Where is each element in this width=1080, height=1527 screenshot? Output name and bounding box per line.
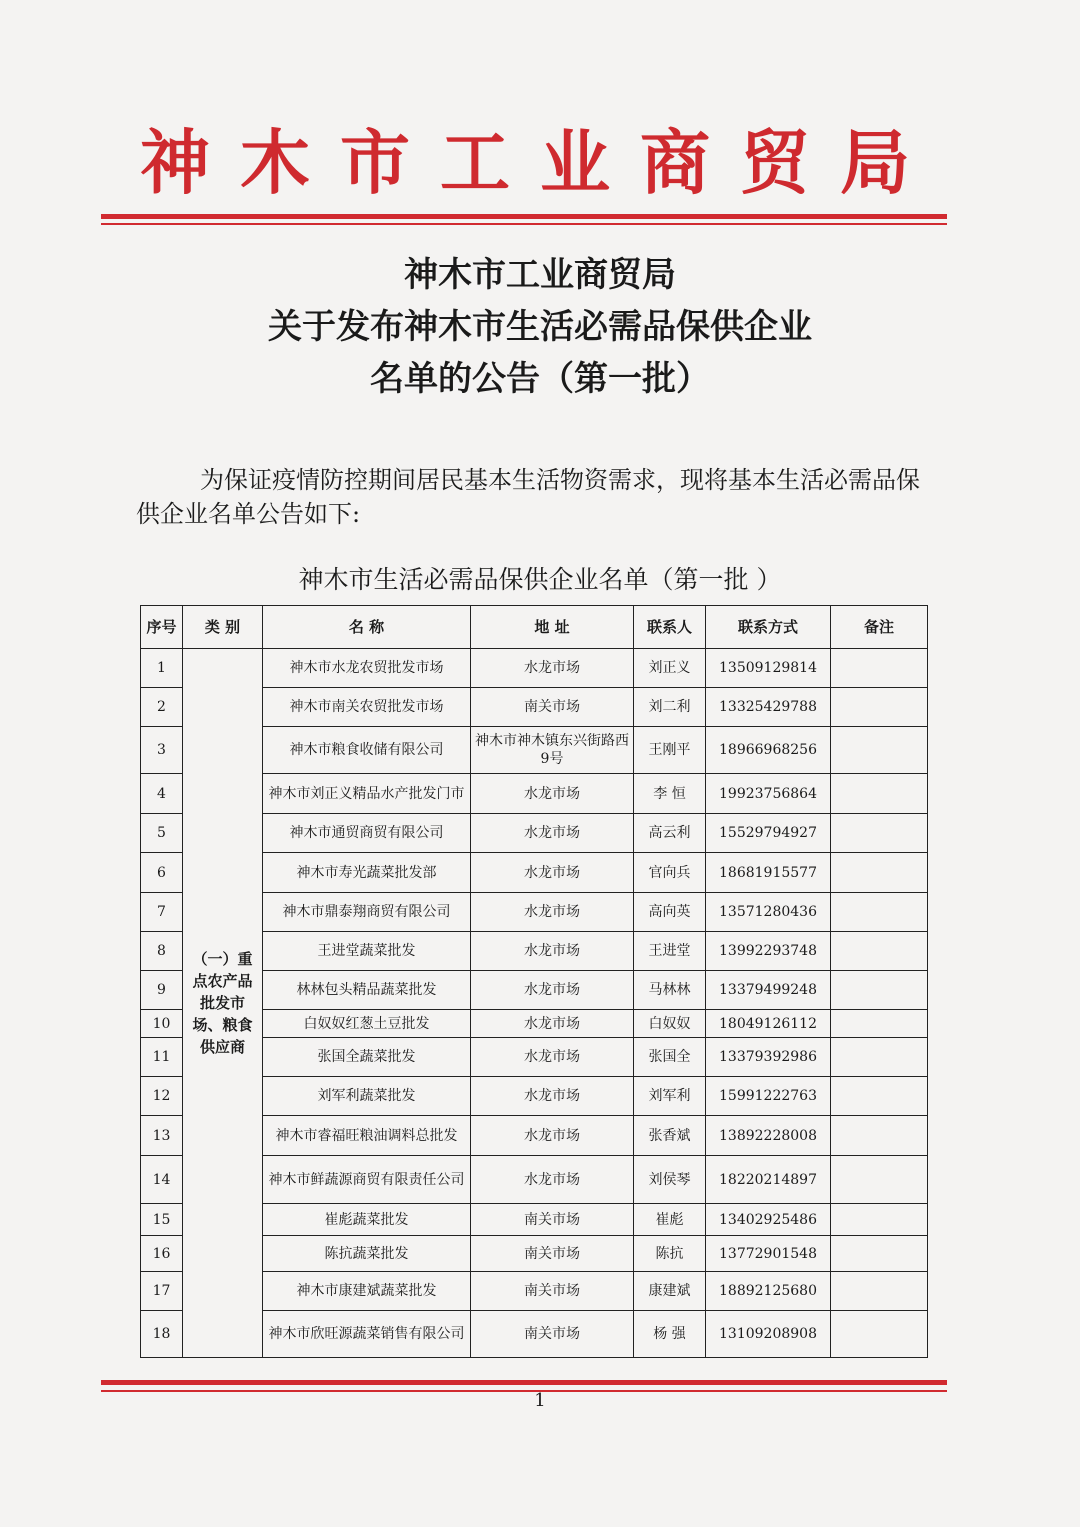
cell-seq: 3 (141, 727, 183, 774)
cell-address: 南关市场 (471, 1311, 634, 1358)
intro-paragraph: 为保证疫情防控期间居民基本生活物资需求，现将基本生活必需品保供企业名单公告如下: (136, 466, 920, 528)
cell-remarks (831, 649, 928, 688)
cell-contact: 杨 强 (634, 1311, 706, 1358)
cell-phone: 13992293748 (706, 932, 831, 971)
cell-remarks (831, 814, 928, 853)
cell-address: 水龙市场 (471, 1156, 634, 1204)
cell-remarks (831, 932, 928, 971)
cell-remarks (831, 1116, 928, 1156)
cell-phone: 13402925486 (706, 1204, 831, 1236)
cell-contact: 高向英 (634, 893, 706, 932)
cell-name: 神木市欣旺源蔬菜销售有限公司 (263, 1311, 471, 1358)
table-row (141, 649, 928, 688)
cell-phone: 15529794927 (706, 814, 831, 853)
cell-seq: 13 (141, 1116, 183, 1156)
cell-contact: 李 恒 (634, 774, 706, 814)
cell-seq: 6 (141, 853, 183, 893)
cell-contact: 官向兵 (634, 853, 706, 893)
cell-address: 水龙市场 (471, 814, 634, 853)
cell-category: （一）重点农产品批发市场、粮食供应商 (183, 649, 263, 1358)
announcement-title-line-1: 神木市工业商贸局 (404, 255, 676, 295)
cell-contact: 刘正义 (634, 649, 706, 688)
header-phone: 联系方式 (706, 606, 831, 649)
cell-address: 水龙市场 (471, 932, 634, 971)
cell-contact: 王进堂 (634, 932, 706, 971)
cell-remarks (831, 1156, 928, 1204)
cell-name: 神木市水龙农贸批发市场 (263, 649, 471, 688)
cell-remarks (831, 727, 928, 774)
cell-phone: 13892228008 (706, 1116, 831, 1156)
cell-remarks (831, 971, 928, 1010)
cell-remarks (831, 1038, 928, 1077)
cell-name: 张国全蔬菜批发 (263, 1038, 471, 1077)
cell-seq: 4 (141, 774, 183, 814)
cell-seq: 1 (141, 649, 183, 688)
table-header-row (141, 606, 928, 649)
cell-seq: 11 (141, 1038, 183, 1077)
header-category: 类 别 (183, 606, 263, 649)
cell-contact: 张国全 (634, 1038, 706, 1077)
cell-phone: 13379392986 (706, 1038, 831, 1077)
cell-remarks (831, 1077, 928, 1116)
header-address: 地 址 (471, 606, 634, 649)
cell-address: 水龙市场 (471, 1038, 634, 1077)
page-number: 1 (534, 1390, 546, 1411)
cell-phone: 19923756864 (706, 774, 831, 814)
cell-address: 水龙市场 (471, 853, 634, 893)
cell-phone: 18049126112 (706, 1010, 831, 1038)
table-body (141, 649, 928, 1358)
cell-name: 白奴奴红葱土豆批发 (263, 1010, 471, 1038)
cell-address: 南关市场 (471, 688, 634, 727)
cell-contact: 刘二利 (634, 688, 706, 727)
cell-seq: 5 (141, 814, 183, 853)
letterhead: 神木市工业商贸局 (140, 122, 940, 204)
cell-contact: 陈抗 (634, 1236, 706, 1272)
cell-seq: 2 (141, 688, 183, 727)
cell-seq: 15 (141, 1204, 183, 1236)
cell-address: 水龙市场 (471, 1010, 634, 1038)
cell-phone: 13571280436 (706, 893, 831, 932)
cell-address: 水龙市场 (471, 649, 634, 688)
cell-address: 神木市神木镇东兴街路西9号 (471, 727, 634, 774)
cell-remarks (831, 1311, 928, 1358)
cell-name: 神木市寿光蔬菜批发部 (263, 853, 471, 893)
cell-phone: 13379499248 (706, 971, 831, 1010)
cell-contact: 张香斌 (634, 1116, 706, 1156)
cell-name: 神木市刘正义精品水产批发门市 (263, 774, 471, 814)
cell-phone: 15991222763 (706, 1077, 831, 1116)
cell-address: 水龙市场 (471, 1077, 634, 1116)
cell-seq: 14 (141, 1156, 183, 1204)
cell-name: 崔彪蔬菜批发 (263, 1204, 471, 1236)
header-contact: 联系人 (634, 606, 706, 649)
cell-name: 神木市鲜蔬源商贸有限责任公司 (263, 1156, 471, 1204)
announcement-title-line-2: 关于发布神木市生活必需品保供企业 (268, 307, 812, 347)
cell-phone: 18966968256 (706, 727, 831, 774)
header-seq: 序号 (141, 606, 183, 649)
cell-remarks (831, 1272, 928, 1311)
cell-name: 刘军利蔬菜批发 (263, 1077, 471, 1116)
header-name: 名 称 (263, 606, 471, 649)
cell-phone: 13109208908 (706, 1311, 831, 1358)
cell-phone: 13325429788 (706, 688, 831, 727)
cell-name: 神木市睿福旺粮油调料总批发 (263, 1116, 471, 1156)
cell-address: 水龙市场 (471, 774, 634, 814)
cell-name: 陈抗蔬菜批发 (263, 1236, 471, 1272)
cell-name: 神木市通贸商贸有限公司 (263, 814, 471, 853)
cell-remarks (831, 1204, 928, 1236)
red-rule-top (101, 214, 947, 225)
cell-name: 王进堂蔬菜批发 (263, 932, 471, 971)
cell-address: 水龙市场 (471, 893, 634, 932)
cell-seq: 12 (141, 1077, 183, 1116)
cell-contact: 康建斌 (634, 1272, 706, 1311)
cell-phone: 18220214897 (706, 1156, 831, 1204)
announcement-title-line-3: 名单的公告（第一批） (370, 359, 710, 399)
cell-seq: 9 (141, 971, 183, 1010)
cell-contact: 刘军利 (634, 1077, 706, 1116)
supplier-table (140, 605, 928, 1358)
cell-seq: 10 (141, 1010, 183, 1038)
cell-contact: 高云利 (634, 814, 706, 853)
cell-seq: 8 (141, 932, 183, 971)
cell-remarks (831, 893, 928, 932)
cell-phone: 13509129814 (706, 649, 831, 688)
header-remarks: 备注 (831, 606, 928, 649)
table-title: 神木市生活必需品保供企业名单（第一批 ） (298, 565, 782, 594)
cell-seq: 16 (141, 1236, 183, 1272)
cell-contact: 刘侯琴 (634, 1156, 706, 1204)
cell-contact: 马林林 (634, 971, 706, 1010)
cell-seq: 7 (141, 893, 183, 932)
cell-phone: 13772901548 (706, 1236, 831, 1272)
cell-phone: 18681915577 (706, 853, 831, 893)
cell-remarks (831, 1010, 928, 1038)
cell-phone: 18892125680 (706, 1272, 831, 1311)
cell-contact: 崔彪 (634, 1204, 706, 1236)
cell-address: 南关市场 (471, 1204, 634, 1236)
cell-seq: 18 (141, 1311, 183, 1358)
cell-name: 林林包头精品蔬菜批发 (263, 971, 471, 1010)
cell-seq: 17 (141, 1272, 183, 1311)
cell-contact: 白奴奴 (634, 1010, 706, 1038)
cell-remarks (831, 853, 928, 893)
cell-name: 神木市粮食收储有限公司 (263, 727, 471, 774)
cell-remarks (831, 774, 928, 814)
cell-name: 神木市康建斌蔬菜批发 (263, 1272, 471, 1311)
cell-remarks (831, 1236, 928, 1272)
cell-contact: 王刚平 (634, 727, 706, 774)
cell-address: 南关市场 (471, 1272, 634, 1311)
cell-name: 神木市鼎泰翔商贸有限公司 (263, 893, 471, 932)
cell-address: 水龙市场 (471, 971, 634, 1010)
cell-name: 神木市南关农贸批发市场 (263, 688, 471, 727)
cell-remarks (831, 688, 928, 727)
cell-address: 南关市场 (471, 1236, 634, 1272)
cell-address: 水龙市场 (471, 1116, 634, 1156)
